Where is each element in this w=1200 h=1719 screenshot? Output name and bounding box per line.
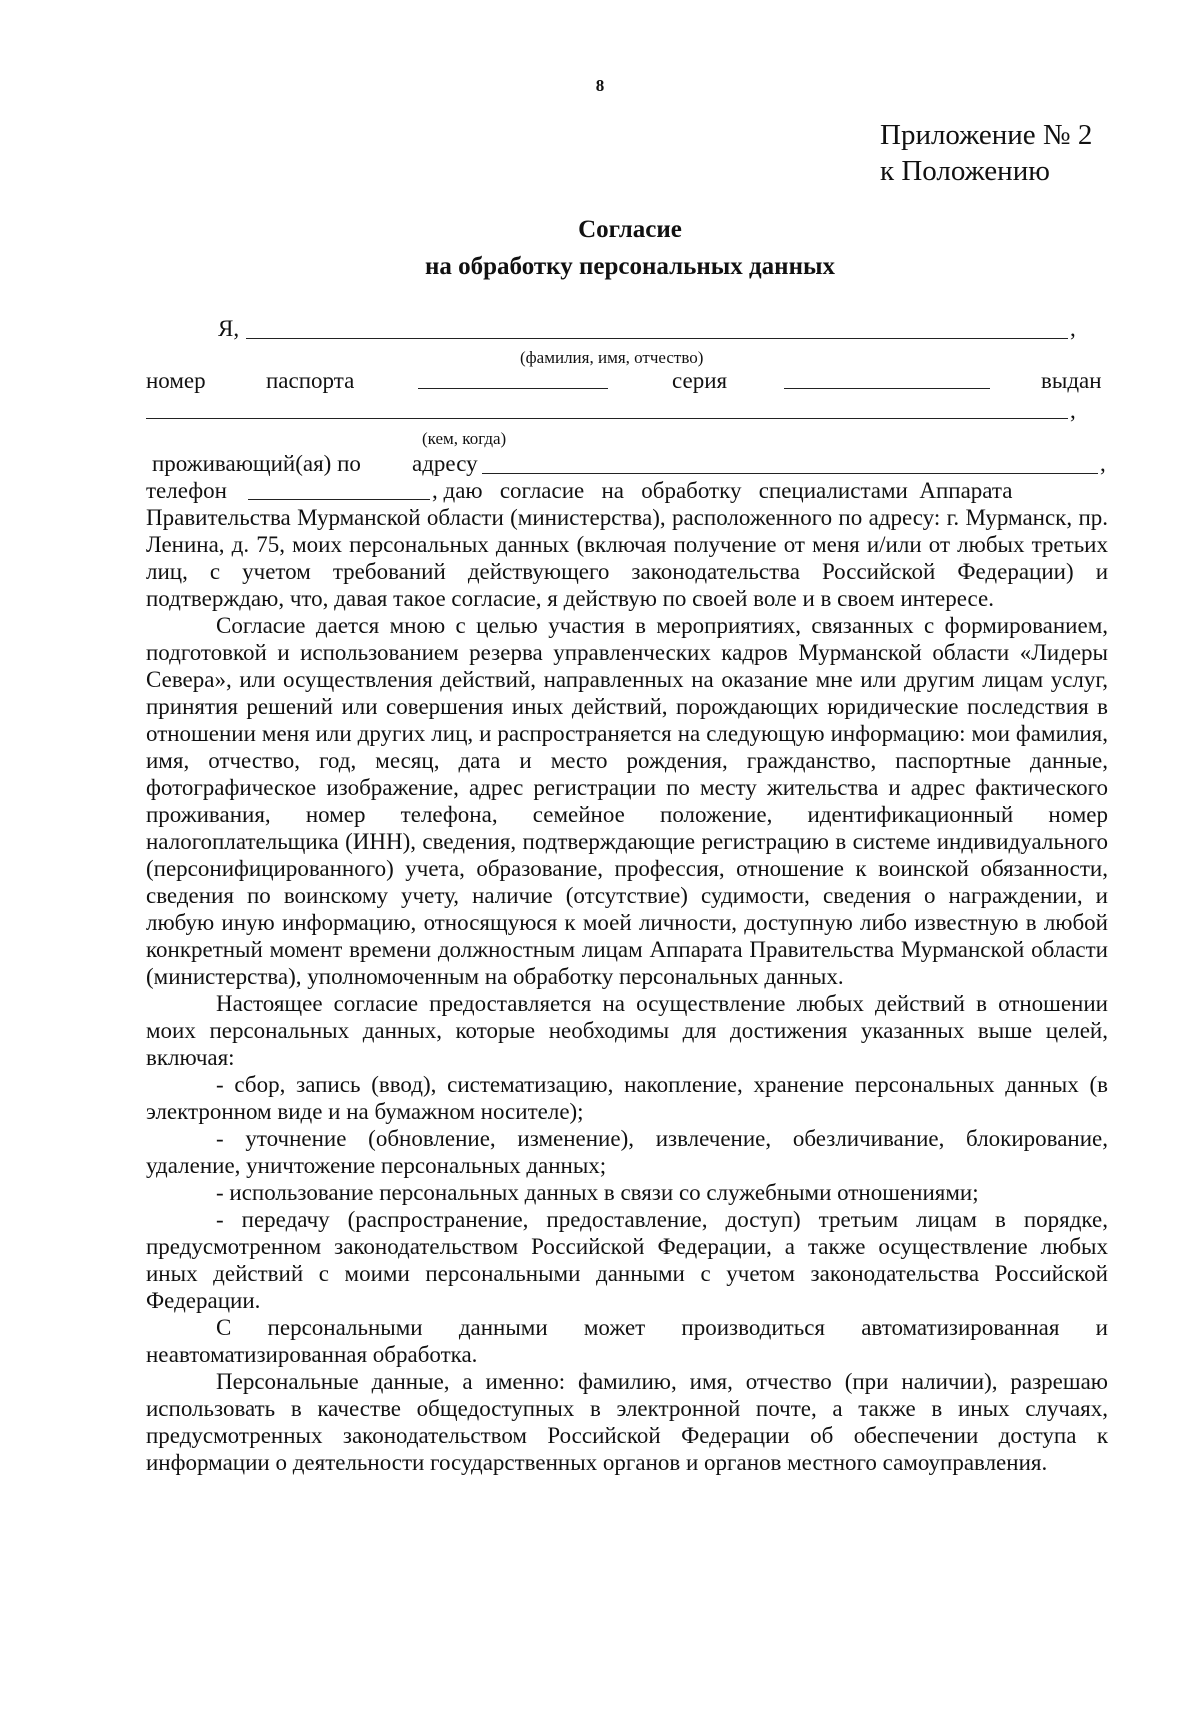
form-label-nomer: номер: [146, 368, 206, 393]
list-item: - сбор, запись (ввод), систематизацию, накопление, хранение персональных данных (в электронном виде и на бумажном носителе);: [146, 1072, 1108, 1124]
list-item: - использование персональных данных в связи со служебными отношениями;: [216, 1180, 979, 1205]
document-subtitle: на обработку персональных данных: [425, 253, 835, 280]
document-body: [146, 504, 1108, 1476]
appendix-line-1: Приложение № 2: [880, 119, 1093, 151]
form-comma: ,: [1070, 398, 1076, 423]
paragraph-processing: С персональными данными может производиться автоматизированная и неавтоматизированная обработка.: [146, 1315, 1108, 1367]
form-label-telefon: телефон: [146, 478, 227, 503]
issued-by-fill-line[interactable]: [146, 418, 1068, 419]
paragraph-purpose: Согласие дается мною с целью участия в мероприятиях, связанных с формированием, подготовкой и использованием резерва управленческих кадров Мурманской области «Лидеры Севера», или осуществления действий, направленных на оказание мне или другим лицам услуг, принятия решений или совершения иных действий, порождающих юридические последствия в отношении меня или других лиц, и распространяется на следующую информацию: мои фамилия, имя, отчество, год, месяц, дата и место рождения, гражданство, паспортные данные, фотографическое изображение, адрес регистрации по месту жительства и адрес фактического проживания, номер телефона, семейное положение, идентификационный номер налогоплательщика (ИНН), сведения, подтверждающие регистрацию в системе индивидуального (персонифицированного) учета, образование, профессия, отношение к воинской обязанности, сведения по воинскому учету, наличие (отсутствие) судимости, сведения о награждении, и любую иную информацию, относящуюся к моей личности, доступную либо известную в любой конкретный момент времени должностным лицам Аппарата Правительства Мурманской области (министерства), уполномоченным на обработку персональных данных.: [146, 613, 1108, 989]
paragraph-consent: Правительства Мурманской области (министерства), расположенного по адресу: г. Мурманск, пр. Ленина, д. 75, моих персональных данных (включая получение от меня и/или от любых третьих лиц, с учетом требований действующего законодательства Российской Федерации) и подтверждаю, что, давая такое согласие, я действую по своей воле и в своем интересе.: [146, 505, 1108, 611]
form-label-prozhiv: проживающий(ая) по: [152, 451, 361, 476]
form-label-pasporta: паспорта: [266, 368, 355, 393]
consent-lead-text: , даю согласие на обработку специалистами Аппарата: [432, 478, 1013, 503]
form-label-seriya: серия: [672, 368, 728, 393]
passport-series-fill-line[interactable]: [784, 388, 990, 389]
document-title: Согласие: [578, 216, 682, 243]
form-comma: ,: [1070, 316, 1076, 341]
form-label-vydan: выдан: [1041, 368, 1102, 393]
paragraph-public-data: Персональные данные, а именно: фамилию, имя, отчество (при наличии), разрешаю использовать в качестве общедоступных в электронной почте, а также в иных случаях, предусмотренных законодательством Российской Федерации об обеспечении доступа к информации о деятельности государственных органов и органов местного самоуправления.: [146, 1369, 1108, 1475]
form-label-ya: Я,: [218, 316, 240, 341]
page-number: 8: [595, 76, 605, 95]
address-fill-line[interactable]: [482, 473, 1098, 474]
form-label-adresu: адресу: [412, 451, 478, 476]
fio-fill-line[interactable]: [246, 338, 1068, 339]
phone-fill-line[interactable]: [248, 499, 430, 500]
appendix-reference: [880, 117, 1092, 189]
form-comma: ,: [1100, 451, 1106, 476]
passport-number-fill-line[interactable]: [418, 388, 608, 389]
paragraph-actions: Настоящее согласие предоставляется на осуществление любых действий в отношении моих персональных данных, которые необходимы для достижения указанных выше целей, включая:: [146, 991, 1108, 1070]
appendix-line-2: к Положению: [880, 155, 1050, 187]
list-item: - передачу (распространение, предоставление, доступ) третьим лицам в порядке, предусмотренном законодательством Российской Федерации, а также осуществление любых иных действий с моими персональными данными с учетом законодательства Российской Федерации.: [146, 1207, 1108, 1313]
issued-by-caption: (кем, когда): [422, 429, 507, 448]
list-item: - уточнение (обновление, изменение), извлечение, обезличивание, блокирование, удаление, уничтожение персональных данных;: [146, 1126, 1108, 1178]
fio-caption: (фамилия, имя, отчество): [520, 348, 704, 367]
